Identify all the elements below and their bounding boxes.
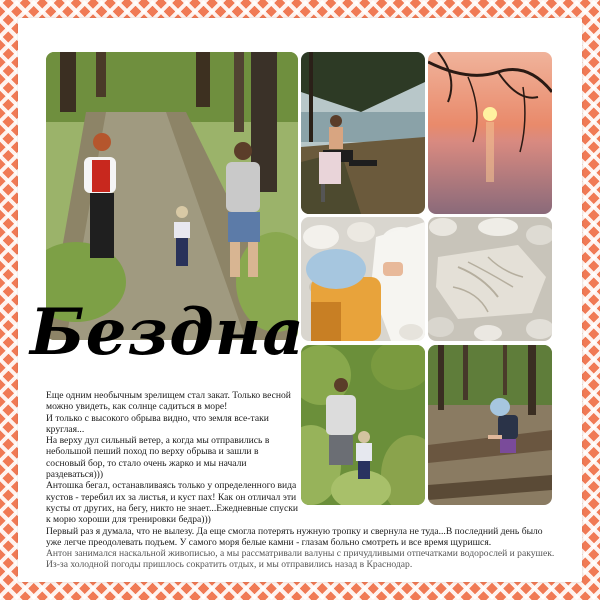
photo-child-with-stone (301, 217, 425, 341)
photo-stone-imprint (428, 217, 552, 341)
journal-paragraph: Антон занимался наскальной живописью, а мы рассматривали валуны с причудливыми отпечатками водорослей и ракушек. Из-за холодной погоды пришлось сократить отдых, и мы отправились назад в Краснодар. (46, 548, 555, 571)
photo-man-on-cliff (301, 52, 425, 214)
journal-paragraph: Антошка бегал, останавливаясь только у определенного вида кустов - теребил их за листья, и куст пах! Как он отличал эти кусты от других, на бегу, никто не знает...Ежедневные спуски к морю хороши для тренировки бедра))) (46, 480, 298, 526)
journal-paragraph: Первый раз я думала, что не вылезу. Да еще смогла потерять нужную тропку и свернула не туда...В последний день было уже легче преодолевать подъем. У самого моря белые камни - глазам больно смотреть и все время щуришся. (46, 525, 543, 548)
photo-icon (301, 52, 425, 214)
page-title: Бездна (30, 295, 305, 370)
journal-paragraph: Еще одним необычным зрелищем стал закат. Только весной можно увидеть, как солнце садиться в море! (46, 390, 291, 413)
journal-text (46, 390, 556, 571)
photo-icon (428, 52, 552, 214)
journal-paragraph: На верху дул сильный ветер, а когда мы отправились в небольшой пеший поход по верху обрыва и зашли в сосновый бор, то стало очень жарко и мы начали раздеваться))) (46, 435, 270, 481)
photo-sunset (428, 52, 552, 214)
journal-paragraph: И только с высокого обрыва видно, что земля все-таки круглая... (46, 412, 269, 435)
photo-icon (428, 217, 552, 341)
photo-icon (301, 217, 425, 341)
